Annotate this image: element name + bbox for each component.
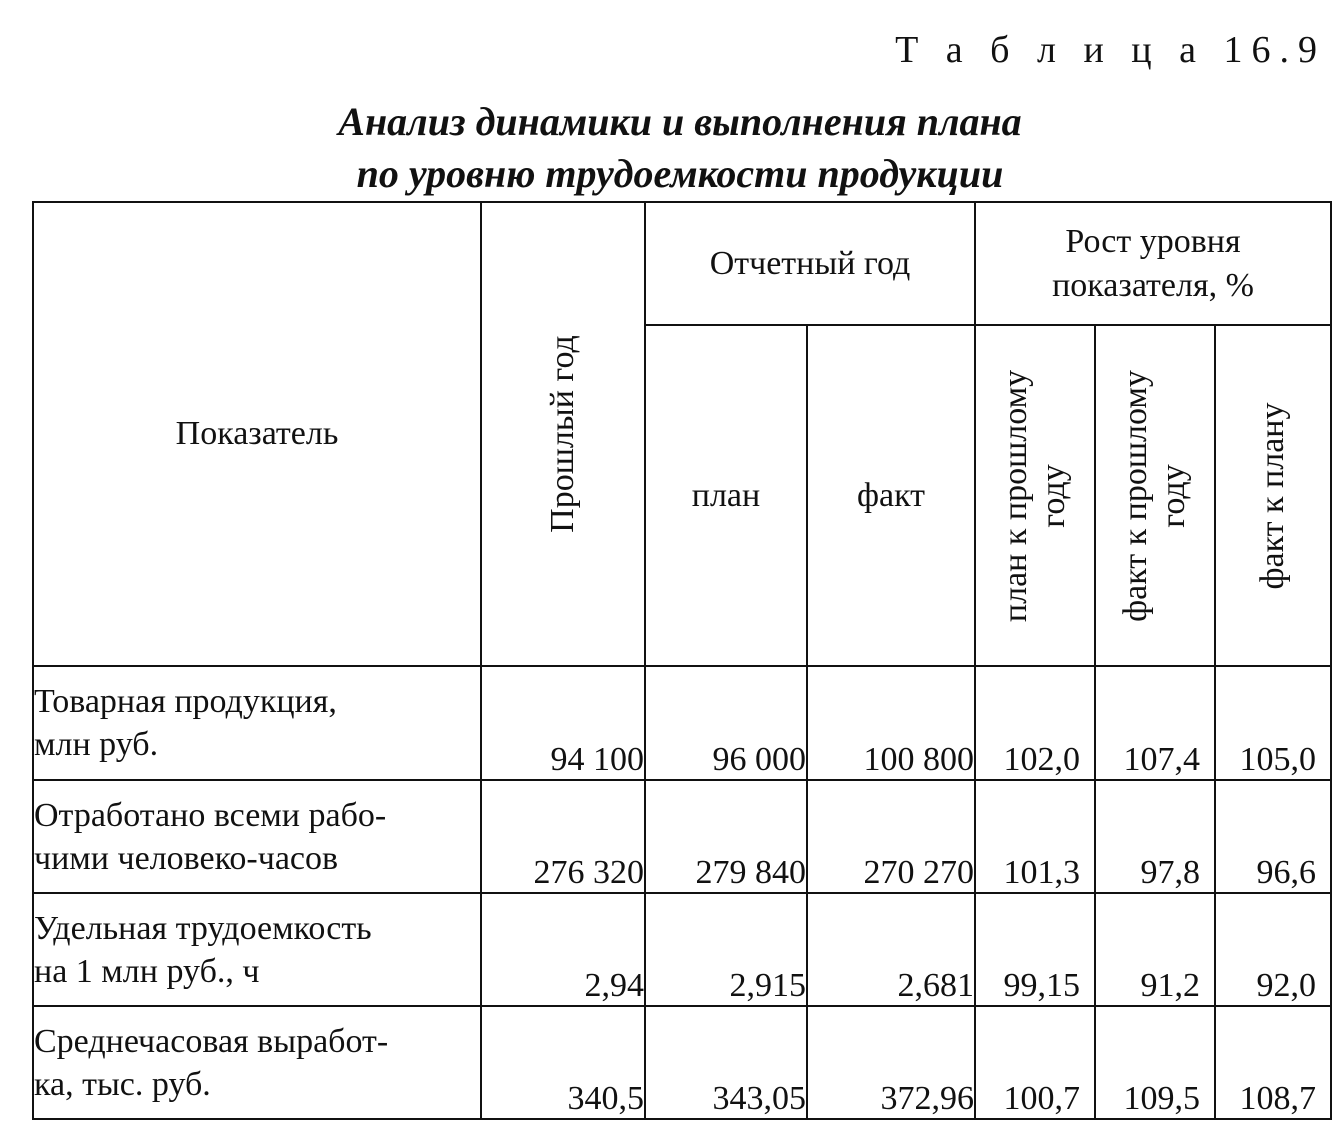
- header-plan: план: [645, 325, 807, 666]
- table-row: [33, 780, 1331, 893]
- cell-plan-to-previous: 100,7: [975, 1006, 1095, 1119]
- header-previous-year: [481, 202, 645, 666]
- cell-fact: 100 800: [807, 666, 975, 780]
- header-previous-year-text: Прошлый год: [544, 335, 581, 533]
- header-plan-to-previous-text: [997, 369, 1073, 621]
- cell-fact-to-plan: 96,6: [1215, 780, 1331, 893]
- header-plan-to-previous: [975, 325, 1095, 666]
- cell-fact-to-plan: 92,0: [1215, 893, 1331, 1006]
- cell-fact-to-plan: 108,7: [1215, 1006, 1331, 1119]
- header-fact-to-plan-text: факт к плану: [1254, 401, 1291, 590]
- row-label: [33, 1006, 481, 1119]
- cell-previous-year: 94 100: [481, 666, 645, 780]
- cell-previous-year: 340,5: [481, 1006, 645, 1119]
- row-label-line-2: на 1 млн руб., ч: [34, 952, 260, 990]
- header-growth: [975, 202, 1331, 325]
- cell-fact-to-previous: 97,8: [1095, 780, 1215, 893]
- header-reporting-year: Отчетный год: [645, 202, 975, 325]
- row-label-line-1: Товарная продукция,: [34, 683, 337, 720]
- table-row: [33, 666, 1331, 780]
- header-growth-line-2: показателя, %: [1052, 266, 1254, 304]
- header-fact-to-previous-line-2: году: [1155, 463, 1192, 528]
- row-label: [33, 893, 481, 1006]
- header-fact-to-previous-text: [1117, 370, 1193, 622]
- cell-fact: 270 270: [807, 780, 975, 893]
- cell-previous-year: 276 320: [481, 780, 645, 893]
- row-label: [33, 666, 481, 780]
- cell-fact: 372,96: [807, 1006, 975, 1119]
- header-fact: факт: [807, 325, 975, 666]
- header-fact-to-previous: [1095, 325, 1215, 666]
- cell-plan: 2,915: [645, 893, 807, 1006]
- cell-plan-to-previous: 99,15: [975, 893, 1095, 1006]
- cell-fact: 2,681: [807, 893, 975, 1006]
- row-label-line-2: млн руб.: [34, 726, 159, 763]
- row-label-line-2: ка, тыс. руб.: [34, 1065, 211, 1103]
- header-row-top: [33, 202, 1331, 325]
- table-title-line-2: по уровню трудоемкости продукции: [356, 151, 1004, 196]
- cell-fact-to-previous: 107,4: [1095, 666, 1215, 780]
- table-number: Т а б л и ц а 16.9: [895, 29, 1326, 71]
- cell-plan-to-previous: 101,3: [975, 780, 1095, 893]
- header-plan-to-previous-line-2: году: [1035, 463, 1072, 528]
- row-label-line-1: Среднечасовая выработ-: [34, 1022, 389, 1060]
- row-label: [33, 780, 481, 893]
- cell-previous-year: 2,94: [481, 893, 645, 1006]
- cell-fact-to-plan: 105,0: [1215, 666, 1331, 780]
- row-label-line-1: Удельная трудоемкость: [34, 909, 372, 947]
- table-row: [33, 893, 1331, 1006]
- row-label-line-2: чими человеко-часов: [34, 839, 339, 877]
- cell-plan: 279 840: [645, 780, 807, 893]
- labor-intensity-table: [32, 201, 1332, 1120]
- table-title: [230, 96, 1130, 200]
- header-fact-to-previous-line-1: факт к прошлому: [1117, 369, 1154, 622]
- table-title-line-1: Анализ динамики и выполнения плана: [338, 99, 1022, 144]
- table-row: [33, 1006, 1331, 1119]
- cell-fact-to-previous: 109,5: [1095, 1006, 1215, 1119]
- header-plan-to-previous-line-1: план к прошлому: [997, 369, 1034, 622]
- header-growth-line-1: Рост уровня: [1065, 222, 1241, 260]
- cell-plan: 343,05: [645, 1006, 807, 1119]
- cell-plan: 96 000: [645, 666, 807, 780]
- row-label-line-1: Отработано всеми рабо-: [34, 796, 387, 834]
- cell-fact-to-previous: 91,2: [1095, 893, 1215, 1006]
- header-fact-to-plan: [1215, 325, 1331, 666]
- header-indicator: Показатель: [33, 202, 481, 666]
- cell-plan-to-previous: 102,0: [975, 666, 1095, 780]
